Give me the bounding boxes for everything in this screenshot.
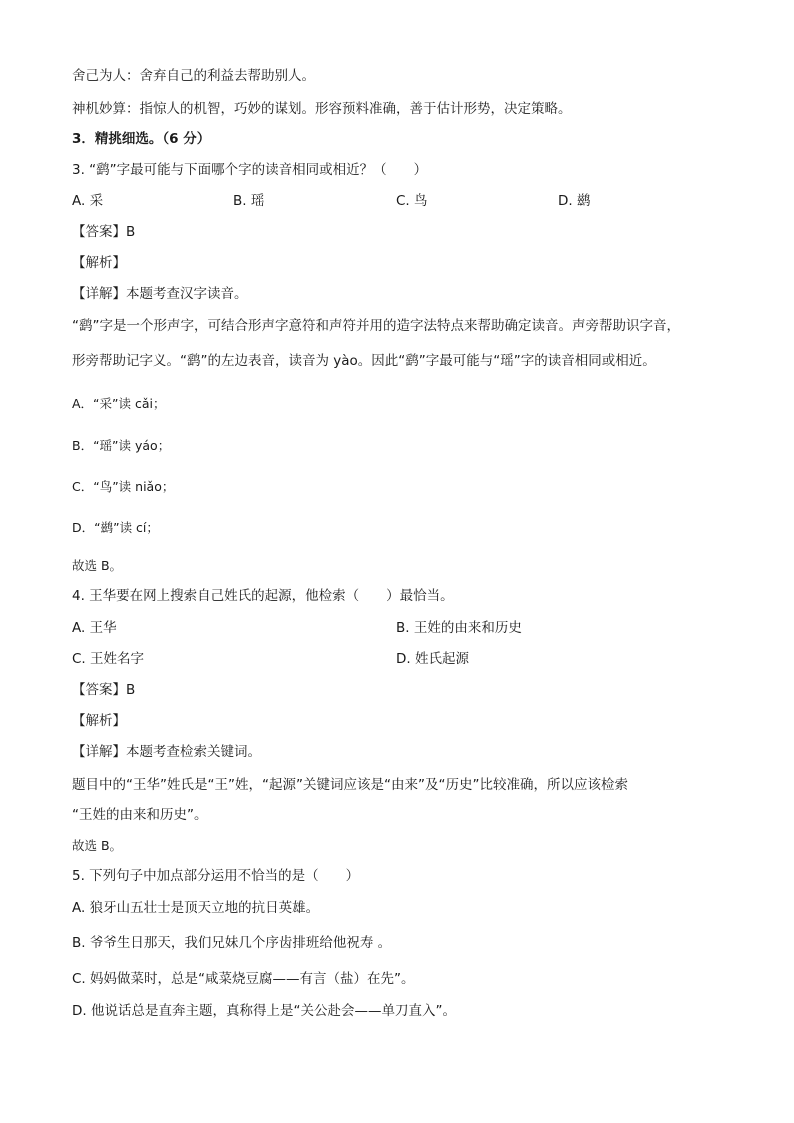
q5-option-c: C. 妈妈做菜时，总是“咸菜烧豆腐——有言（盐）在先”。 [72, 971, 415, 987]
q4-explanation-2: “王姓的由来和历史”。 [72, 807, 208, 823]
q3-reading-d: D．“鹚”读 cí； [72, 520, 159, 535]
q5-option-b: B. 爷爷生日那天，我们兄妹几个序齿排班给他祝寿 。 [72, 935, 392, 951]
q3-analysis-label: 【解析】 [72, 255, 126, 271]
q3-choice: 故选 B。 [72, 558, 123, 573]
idiom-explanation-2: 神机妙算：指惊人的机智，巧妙的谋划。形容预料准确，善于估计形势，决定策略。 [72, 101, 572, 117]
q5-option-d: D. 他说话总是直奔主题，真称得上是“关公赴会——单刀直入”。 [72, 1003, 456, 1019]
idiom-explanation-1: 舍己为人：舍弃自己的利益去帮助别人。 [72, 68, 315, 84]
q4-option-b: B. 王姓的由来和历史 [396, 620, 522, 636]
q4-option-a: A. 王华 [72, 620, 117, 636]
question-3: 3. “鹞”字最可能与下面哪个字的读音相同或相近？（ ） [72, 162, 428, 178]
q3-reading-a: A．“采”读 cǎi； [72, 396, 166, 411]
q3-reading-c: C．“鸟”读 niǎo； [72, 479, 175, 494]
q4-explanation-1: 题目中的“王华”姓氏是“王”姓，“起源”关键词应该是“由来”及“历史”比较准确，所以应该检索 [72, 777, 628, 793]
q4-detail: 【详解】本题考查检索关键词。 [72, 744, 261, 760]
q3-option-a: A. 采 [72, 193, 104, 209]
q3-explanation-1: “鹞”字是一个形声字，可结合形声字意符和声符并用的造字法特点来帮助确定读音。声旁帮助识字音， [72, 318, 680, 334]
q5-option-a: A. 狼牙山五壮士是顶天立地的抗日英雄。 [72, 900, 320, 916]
q3-option-d: D. 鹚 [558, 193, 591, 209]
q4-option-d: D. 姓氏起源 [396, 651, 469, 667]
q4-choice: 故选 B。 [72, 838, 123, 853]
q4-option-c: C. 王姓名字 [72, 651, 145, 667]
q3-option-c: C. 鸟 [396, 193, 428, 209]
section-heading: 3．精挑细选。（6 分） [72, 131, 211, 147]
q3-reading-b: B．“瑶”读 yáo； [72, 438, 171, 453]
q4-answer: 【答案】B [72, 682, 136, 698]
question-4: 4. 王华要在网上搜索自己姓氏的起源，他检索（ ）最恰当。 [72, 588, 454, 604]
q3-answer: 【答案】B [72, 224, 136, 240]
q3-option-b: B. 瑶 [233, 193, 265, 209]
q3-detail: 【详解】本题考查汉字读音。 [72, 286, 248, 302]
q4-analysis-label: 【解析】 [72, 713, 126, 729]
q3-explanation-2: 形旁帮助记字义。“鹞”的左边表音，读音为 yào。因此“鹞”字最可能与“瑶”字的读音相同或相近。 [72, 353, 656, 369]
question-5: 5. 下列句子中加点部分运用不恰当的是（ ） [72, 868, 360, 884]
